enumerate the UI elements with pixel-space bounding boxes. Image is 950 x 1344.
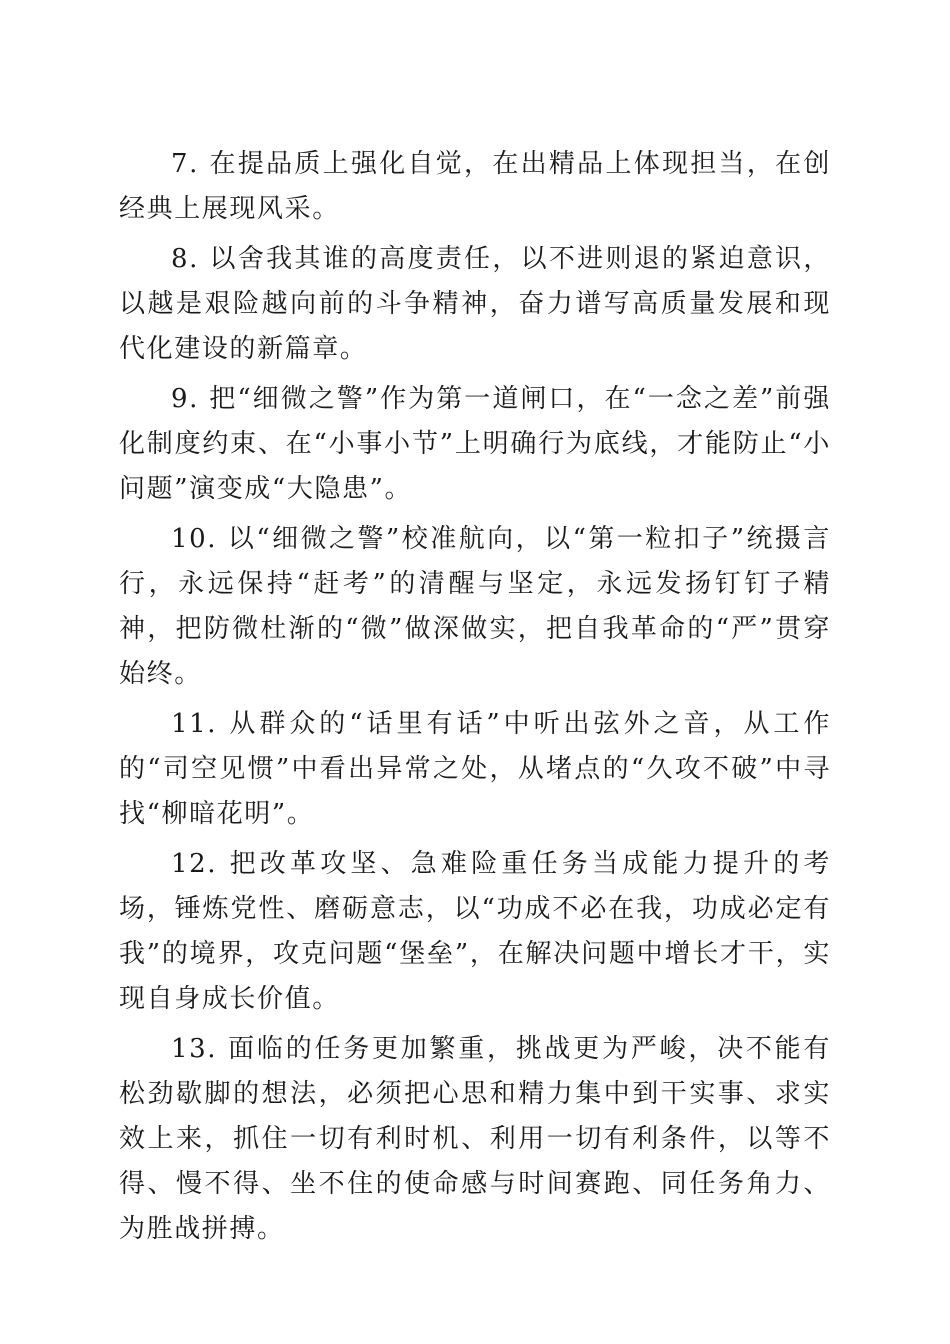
- paragraph-10: 10. 以“细微之警”校准航向，以“第一粒扣子”统摄言行，永远保持“赶考”的清醒与坚定，永远发扬钉钉子精神，把防微杜渐的“微”做深做实，把自我革命的“严”贯穿始终。: [119, 524, 831, 689]
- paragraph-7: 7. 在提品质上强化自觉，在出精品上体现担当，在创经典上展现风采。: [119, 149, 831, 224]
- paragraph-11: 11. 从群众的“话里有话”中听出弦外之音，从工作的“司空见惯”中看出异常之处，从堵点的“久攻不破”中寻找“柳暗花明”。: [119, 709, 831, 829]
- paragraph-9: 9. 把“细微之警”作为第一道闸口，在“一念之差”前强化制度约束、在“小事小节”上明确行为底线，才能防止“小问题”演变成“大隐患”。: [119, 384, 831, 504]
- paragraph-8: 8. 以舍我其谁的高度责任，以不进则退的紧迫意识，以越是艰险越向前的斗争精神，奋力谱写高质量发展和现代化建设的新篇章。: [119, 244, 831, 364]
- paragraph-13: 13. 面临的任务更加繁重，挑战更为严峻，决不能有松劲歇脚的想法，必须把心思和精力集中到干实事、求实效上来，抓住一切有利时机、利用一切有利条件，以等不得、慢不得、坐不住的使命感与时间赛跑、同任务角力、为胜战拼搏。: [119, 1034, 831, 1244]
- document-body: [119, 142, 831, 1257]
- paragraph-12: 12. 把改革攻坚、急难险重任务当成能力提升的考场，锤炼党性、磨砺意志，以“功成不必在我，功成必定有我”的境界，攻克问题“堡垒”，在解决问题中增长才干，实现自身成长价值。: [119, 849, 831, 1014]
